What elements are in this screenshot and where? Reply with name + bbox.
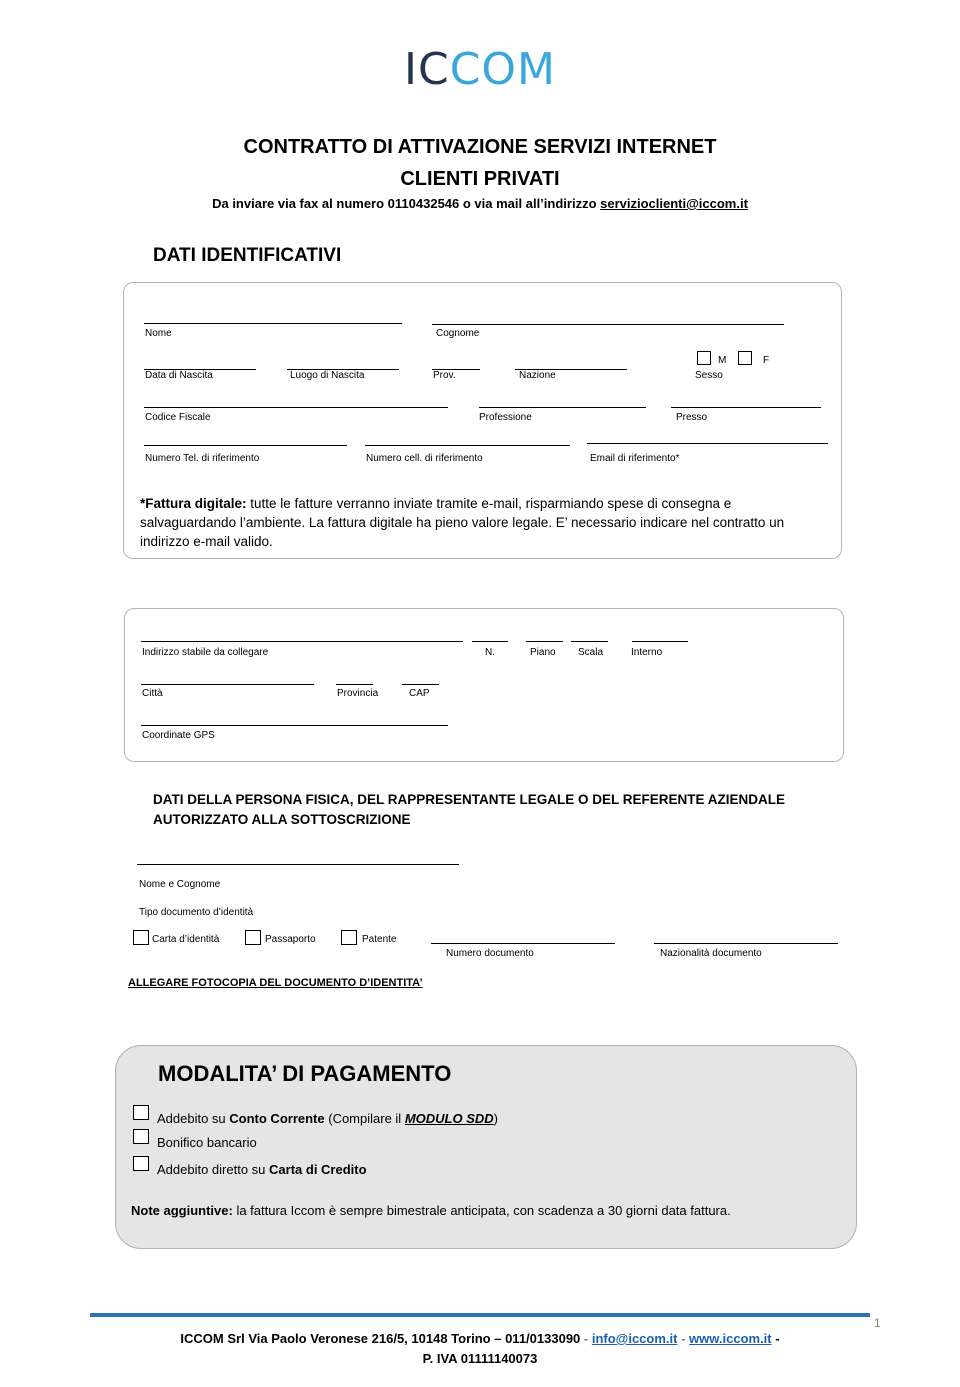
citta-label: Città	[142, 688, 163, 699]
gps-label: Coordinate GPS	[142, 730, 215, 741]
codice-fiscale-field[interactable]	[144, 407, 448, 408]
sesso-label: Sesso	[695, 370, 723, 381]
opt3-a: Addebito diretto su	[157, 1162, 270, 1177]
nome-label: Nome	[145, 328, 172, 339]
note-aggiuntive-bold: Note aggiuntive:	[131, 1203, 233, 1218]
logo-part-light: COM	[449, 44, 557, 95]
carta-credito-checkbox[interactable]	[133, 1156, 149, 1171]
sesso-m-label: M	[718, 355, 727, 366]
footer-sep1: -	[580, 1331, 592, 1346]
sesso-m-checkbox[interactable]	[697, 351, 711, 365]
modulo-sdd-link[interactable]: MODULO SDD	[404, 1111, 494, 1126]
presso-label: Presso	[676, 412, 708, 423]
sesso-f-checkbox[interactable]	[738, 351, 752, 365]
document-subtitle-title: CLIENTI PRIVATI	[400, 168, 560, 190]
footer-website-link[interactable]: www.iccom.it	[689, 1331, 772, 1346]
allegare-documento-notice: ALLEGARE FOTOCOPIA DEL DOCUMENTO D’IDENTITA’	[128, 977, 423, 989]
persona-heading-line2: AUTORIZZATO ALLA SOTTOSCRIZIONE	[153, 812, 411, 827]
opt3-b: Carta di Credito	[269, 1162, 367, 1177]
footer-address-line	[0, 1331, 960, 1346]
opt1-b: Conto Corrente	[229, 1111, 325, 1126]
cell-field[interactable]	[365, 445, 570, 446]
fattura-digitale-bold: *Fattura digitale:	[140, 496, 247, 511]
professione-label: Professione	[479, 412, 532, 423]
tipo-documento-label: Tipo documento d’identità	[139, 907, 254, 918]
instructions-text: Da inviare via fax al numero 0110432546 o via mail all’indirizzo	[212, 196, 601, 211]
presso-field[interactable]	[671, 407, 821, 408]
numero-civico-field[interactable]	[472, 641, 508, 642]
interno-field[interactable]	[632, 641, 688, 642]
section-heading-pagamento: MODALITA’ DI PAGAMENTO	[158, 1061, 452, 1086]
luogo-nascita-label: Luogo di Nascita	[290, 370, 365, 381]
persona-heading-line1: DATI DELLA PERSONA FISICA, DEL RAPPRESENTANTE LEGALE O DEL REFERENTE AZIENDALE	[153, 792, 786, 807]
document-title: CONTRATTO DI ATTIVAZIONE SERVIZI INTERNET	[243, 136, 717, 158]
logo-part-dark: IC	[403, 44, 450, 95]
submission-instructions	[0, 196, 960, 211]
tel-field[interactable]	[144, 445, 347, 446]
gps-field[interactable]	[141, 725, 448, 726]
email-label: Email di riferimento*	[590, 453, 680, 464]
cognome-field[interactable]	[432, 324, 784, 325]
carta-identita-label: Carta d’identità	[152, 934, 220, 945]
opt1-c: (Compilare il	[324, 1111, 405, 1126]
email-field[interactable]	[587, 443, 828, 444]
piano-label: Piano	[530, 647, 556, 658]
footer-sep2: -	[677, 1331, 690, 1346]
opt1-a: Addebito su	[157, 1111, 230, 1126]
provincia-label: Provincia	[337, 688, 379, 699]
fattura-digitale-text: tutte le fatture verranno inviate tramite e-mail, risparmiando spese di consegna e salvaguardando l’ambiente. La fattura digitale ha pieno valore legale. E’ necessario indicare nel contratto un indirizzo e-mail valido.	[140, 496, 785, 549]
patente-checkbox[interactable]	[341, 930, 357, 945]
numero-documento-field[interactable]	[431, 943, 615, 944]
indirizzo-label: Indirizzo stabile da collegare	[142, 647, 269, 658]
opzione-bonifico: Bonifico bancario	[157, 1135, 257, 1150]
footer-sep3: -	[771, 1331, 780, 1346]
cap-label: CAP	[409, 688, 430, 699]
conto-corrente-checkbox[interactable]	[133, 1105, 149, 1120]
nazionalita-documento-field[interactable]	[654, 943, 838, 944]
nome-field[interactable]	[144, 323, 402, 324]
cell-label: Numero cell. di riferimento	[366, 453, 483, 464]
numero-documento-label: Numero documento	[446, 948, 534, 959]
prov-label: Prov.	[433, 370, 456, 381]
footer-rule	[90, 1313, 870, 1317]
fattura-digitale-note	[140, 494, 825, 551]
service-email-link[interactable]: servizioclienti@iccom.it	[600, 196, 748, 211]
bonifico-checkbox[interactable]	[133, 1129, 149, 1144]
cognome-label: Cognome	[436, 328, 480, 339]
professione-field[interactable]	[479, 407, 646, 408]
note-aggiuntive	[131, 1203, 731, 1218]
nazione-label: Nazione	[519, 370, 556, 381]
footer-address: ICCOM Srl Via Paolo Veronese 216/5, 10148 Torino – 011/0133090	[180, 1331, 581, 1346]
section-heading-identificativi: DATI IDENTIFICATIVI	[153, 245, 342, 266]
data-nascita-label: Data di Nascita	[145, 370, 213, 381]
indirizzo-box	[124, 608, 844, 762]
footer-piva: P. IVA 01111140073	[422, 1351, 538, 1366]
nome-cognome-label: Nome e Cognome	[139, 879, 221, 890]
carta-identita-checkbox[interactable]	[133, 930, 149, 945]
note-aggiuntive-text: la fattura Iccom è sempre bimestrale anticipata, con scadenza a 30 giorni data fattura.	[232, 1203, 731, 1218]
opt1-e: )	[493, 1111, 498, 1126]
passaporto-checkbox[interactable]	[245, 930, 261, 945]
persona-heading	[153, 790, 785, 830]
nome-cognome-field[interactable]	[137, 864, 459, 865]
tel-label: Numero Tel. di riferimento	[145, 453, 260, 464]
scala-field[interactable]	[571, 641, 608, 642]
passaporto-label: Passaporto	[265, 934, 316, 945]
opzione-conto-corrente	[157, 1111, 498, 1126]
provincia-field[interactable]	[336, 684, 373, 685]
citta-field[interactable]	[141, 684, 314, 685]
footer-email-link[interactable]: info@iccom.it	[591, 1331, 678, 1346]
cap-field[interactable]	[402, 684, 439, 685]
interno-label: Interno	[631, 647, 663, 658]
indirizzo-field[interactable]	[141, 641, 463, 642]
numero-civico-label: N.	[485, 647, 495, 658]
page-number: 1	[874, 1316, 881, 1330]
patente-label: Patente	[362, 934, 397, 945]
opzione-carta-credito	[157, 1162, 367, 1177]
sesso-f-label: F	[763, 355, 770, 366]
codice-fiscale-label: Codice Fiscale	[145, 412, 211, 423]
nazionalita-documento-label: Nazionalità documento	[660, 948, 762, 959]
iccom-logo	[0, 44, 960, 95]
scala-label: Scala	[578, 647, 604, 658]
piano-field[interactable]	[526, 641, 563, 642]
